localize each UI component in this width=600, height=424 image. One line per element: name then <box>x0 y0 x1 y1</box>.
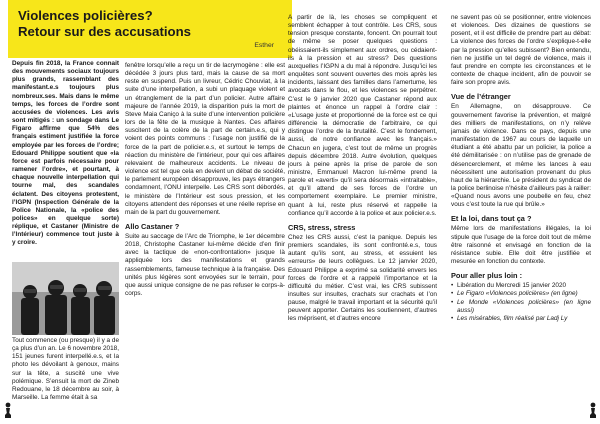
title-line-2: Retour sur des accusations <box>18 24 191 39</box>
source-item <box>451 299 591 315</box>
source-item-text: Le Monde «Violences policières» (en ligne aussi) <box>457 298 591 314</box>
column-3-paragraph-1: A partir de là, les choses se compliquent et semblent échapper à tout contrôle. Les CRS, sous tension presque constante, foncent. On pourrait tout de même se poser quelques questions : obéissaient-ils simplement aux ordres, ou cédaient-ils à la pression et au stress? Des questions auxquelles l’IGPN a du mal à répondre. Jusqu’ici les enquêtes sont souvent ouvertes des mois après les incidents, laissant des familles dans l’amertume, les avocats dans le flou, et les violences se perpétrer. C’est le 9 janvier 2020 que Castaner répond aux plaintes et énonce un rappel à l’ordre clair : «L’usage juste et proportionné de la force est ce qui différencie la démocratie de l’arbitraire, ce qui distingue l’ordre de la brutalité. C’est le fondement, aussi, de notre confiance avec les français.» Chacun en jugera, c’est tout de même un progrès depuis décembre 2018. Autre évolution, quelques jours à peine après la prise de parole de son ministre, Emmanuel Macron lui-même prend la parole et «averti» qu’il sera désormais «intraitable», et qu’il attend de ses forces de l’ordre un comportement exemplaire. Le premier ministre, quant à lui, reste plus réservé et rappelle la confiance qu’il accorde à la police et aux policier.e.s. <box>288 14 437 217</box>
column-4-paragraph-2: En Allemagne, on désapprouve. Ce gouvernement favorise la prévention, et malgré des milliers de manifestations, on n’y relève jamais de violence. Dans ce pays, depuis une manifestation de 1967 au cours de laquelle un étudiant a été abattu par un policier, la police a été démilitarisée : on n’utilise pas de grenade de désencerclement, et même les lances à eau nécessitent une autorisation provenant du plus haut de la hiérarchie. Le président du syndicat de la police berlinoise n’hésite d’ailleurs pas à railler: «Quand nous avons une poubelle en feu, chez vous c’est toute la rue qui brûle.» <box>451 103 591 209</box>
column-4 <box>451 14 591 424</box>
column-3 <box>288 14 437 424</box>
column-2-paragraph-2: Suite au saccage de l’Arc de Triomphe, le 1er décembre 2018, Christophe Castaner lui-même décide d’en finir avec la tactique de «non-confrontation» jusque là appliquée lors des manifestations et grands rassemblements, fameuse technique à la française. Des unités plus légères sont envoyées sur le terrain, pour que aussi unique consigne de ne pas refuser le corps-à-corps. <box>125 232 285 298</box>
section-heading-further-reading: Pour aller plus loin : <box>451 271 523 281</box>
source-item <box>451 290 591 298</box>
source-item-text: Le Figaro «Violences policières» (en ligne) <box>457 290 578 298</box>
section-heading-law: Et la loi, dans tout ça ? <box>451 214 532 224</box>
lead-paragraph: Depuis fin 2018, la France connait des mouvements sociaux toujours plus grands, rassemblant des manifestant.e.s toujours plus nombreux.ses. Mais dans le même temps, les forces de l’ordre sont accusées de violences. Les avis sont mitigés : un sondage dans Le Figaro affirme que 54% des français estiment justifiée la force employée par les forces de l’ordre; Edouard Philippe soutient que «la force est parfois nécessaire pour ramener l’ordre», et pourtant, à chaque nouvelle interpellation qui tourne mal, des scandales éclatent. Des citoyens protestent, l’IGPN (Inspection Générale de la Police Nationale, la «police des polices» en quelque sorte) réplique, et Castaner (Ministre de l’Intérieur) commence tout juste à y croire. <box>12 60 119 247</box>
sources-list <box>451 282 591 323</box>
column-2 <box>125 62 285 424</box>
section-heading-crs-stress: CRS, stress, stress <box>288 222 356 232</box>
column-1-paragraph-2: Tout commence (ou presque) il y a de ça plus d’un an. Le 6 novembre 2018, 151 jeunes furent interpellé.e.s, et la photo les dévoilant à genoux, mains sur la tête, a suscité une vive polémique. S’ensuit la mort de Zineb Redouane, le 18 décembre au soir, à Marseille. La femme était à sa <box>12 337 119 402</box>
column-3-paragraph-2: Chez les CRS aussi, c’est la panique. Depuis les premiers scandales, ils sont confronté.e.s, tous autant qu’ils sont, au stress, et essuient les «erreurs» de leurs collègues. Le 12 janvier 2020, Edouard Philippe a exprimé sa solidarité envers les forces de l’ordre et a rappelé l’importance et la difficulté du métier. C’est vrai, les CRS subissent insultes sur insultes, crachats sur crachats et l’on pause, malgré le travail important et la sécurité qu’il peuvent apporter. Certains les soutiennent, d’autres les méprisent, et d’autres encore <box>288 233 437 323</box>
chess-pawn-icon <box>3 402 13 418</box>
source-item: • Libération du Mercredi 15 janvier 2020 <box>451 282 591 290</box>
source-item <box>451 315 591 323</box>
author-name: Esther <box>254 42 274 49</box>
title-line-1: Violences policières? <box>18 8 153 23</box>
column-1-continued <box>12 0 119 424</box>
source-item-text: Les misérables, film réalisé par Ladj Ly <box>457 314 568 322</box>
section-heading-abroad: Vue de l’étranger <box>451 92 511 102</box>
column-4-paragraph-3: Même lors de manifestations illégales, la loi stipule que l’usage de la force doit tout de même être raisonné et envisagé en fonction de la résistance subie. Elle doit être justifiée et mesurée en fonction du contexte. <box>451 225 591 266</box>
section-heading-castaner: Allo Castaner ? <box>125 221 180 231</box>
column-2-paragraph-1: fenêtre lorsqu’elle a reçu un tir de lacrymogène : elle est décédée 3 jours plus tard, mais la cause de sa mort reste en suspend. Puis un livreur, Cédric Chouviat, à la suite d’une interpellation, a subi un plaquage violent et un étranglement de la part d’un policier. Autre affaire majeure de l’année 2019, la disparition puis la mort de Steve Maia Caniço à la suite d’une intervention policière lors de la fête de la musique à Nantes. Ces affaires suscitent de la colère de la part de certain.e.s, qui y voient des points communs : l’usage non justifié de la force de la part de policier.e.s, et surtout le temps de réaction du ministère de l’intérieur, pour qui ces affaires relevaient de malheureux accidents. Le niveau de violence est tel que cela en devient un débat de société, le parlement européen désapprouve, les pays étrangers condamnent, l’ONU interpelle. Les CRS sont débordés, le ministère de l’Intérieur est sous pression, et les citoyens attendent des réponses et une réelle reprise en main de la part du gouvernement. <box>125 62 285 216</box>
chess-pawn-icon <box>588 402 598 418</box>
column-4-paragraph-1: ne savent pas où se positionner, entre violences et violences. Des dizaines de questions se posent, et il est difficile de prendre part au débat: La violence des forces de l’ordre s’explique-t-elle par la pression qu’elles subissent? Bien entendu, rien ne justifie un tel degré de violence, mais il faut prendre en compte les circonstances et le contexte de chaque incident, afin de pouvoir se faire son propre avis. <box>451 14 591 87</box>
